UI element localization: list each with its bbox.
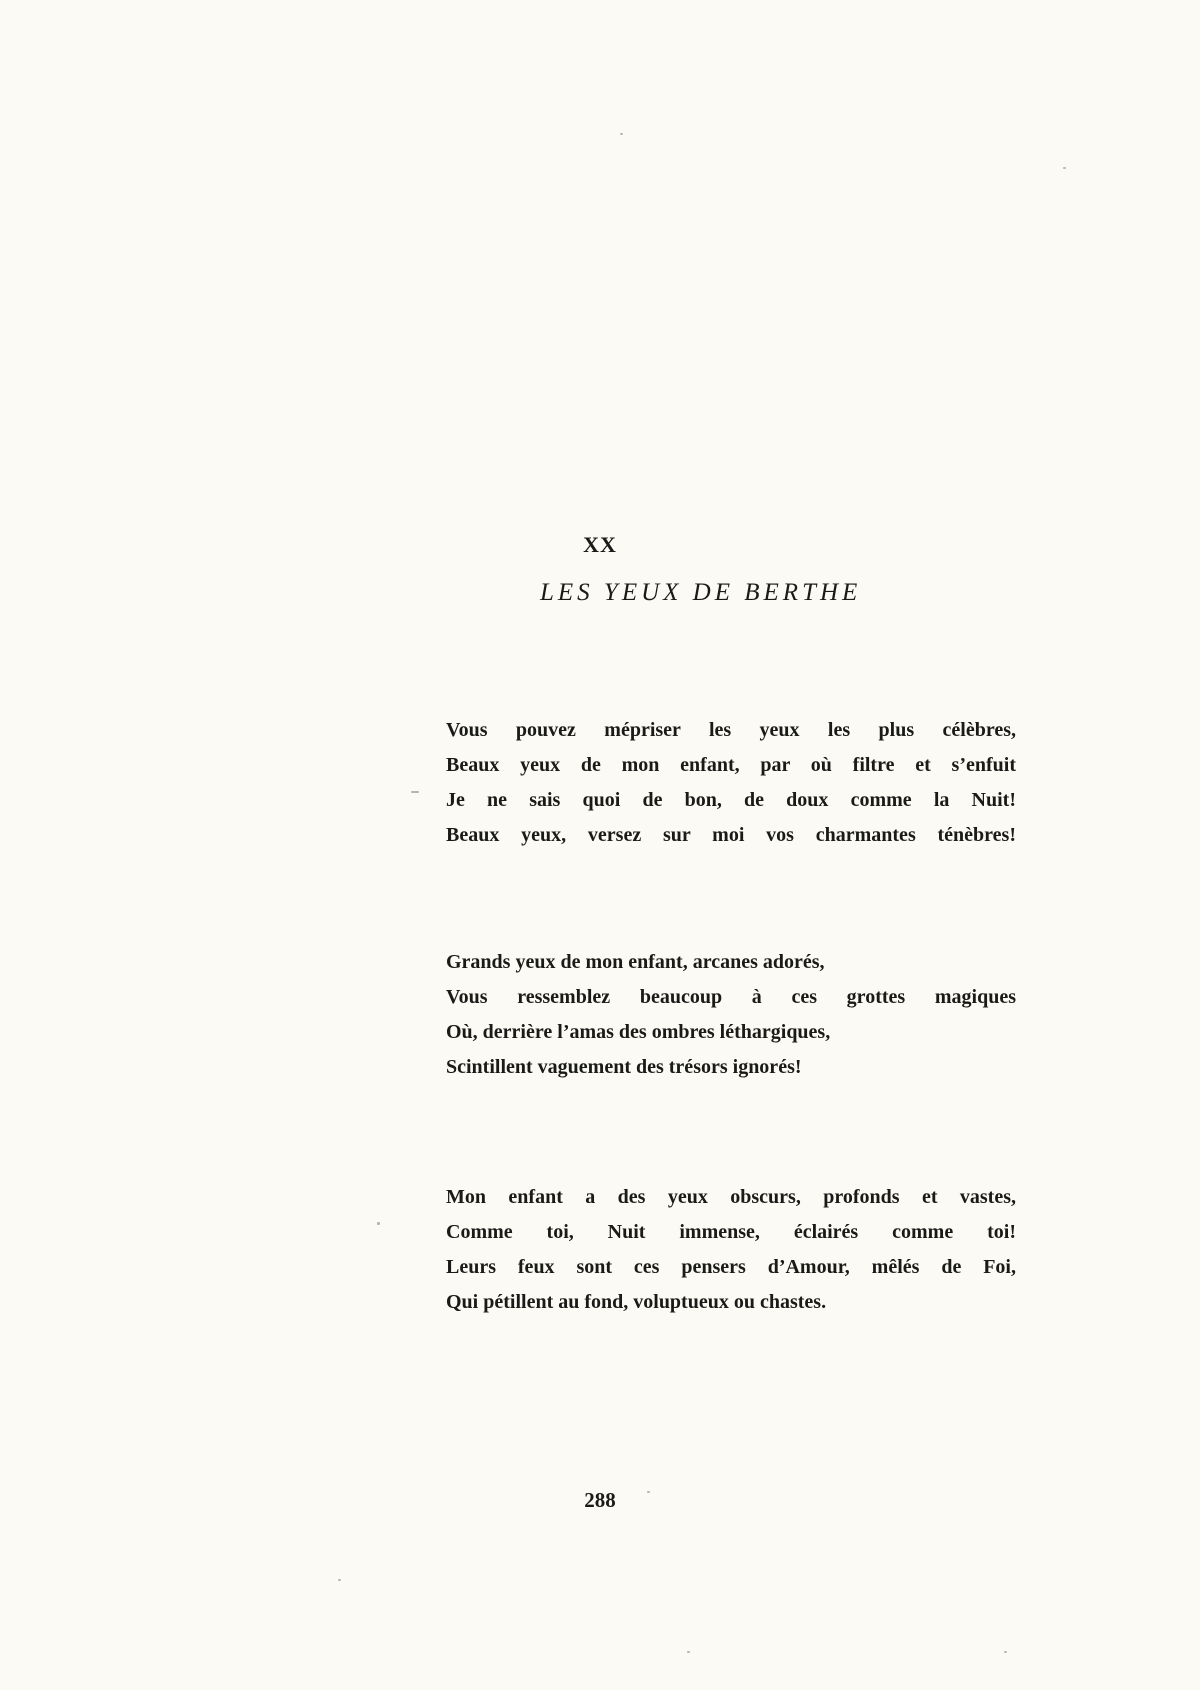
verse-line: Où, derrière l’amas des ombres léthargiques, [446, 1021, 831, 1043]
verse-line: Beaux yeux de mon enfant, par où filtre et s’enfuit [446, 754, 1016, 776]
paper-speck [338, 1579, 341, 1581]
verse-line: Vous pouvez mépriser les yeux les plus célèbres, [446, 719, 1016, 741]
paper-speck [647, 1491, 650, 1493]
verse-line: Leurs feux sont ces pensers d’Amour, mêlés de Foi, [446, 1256, 1016, 1278]
verse-line: Je ne sais quoi de bon, de doux comme la Nuit! [446, 789, 1016, 811]
stanza-1 [446, 713, 1016, 853]
stanza-2 [446, 945, 1016, 1085]
verse-line: Grands yeux de mon enfant, arcanes adorés, [446, 951, 825, 973]
poem-numeral: XX [583, 532, 617, 557]
paper-speck [687, 1651, 690, 1653]
verse-line: Vous ressemblez beaucoup à ces grottes magiques [446, 986, 1016, 1008]
page-number: 288 [584, 1488, 616, 1512]
verse-line: Qui pétillent au fond, voluptueux ou chastes. [446, 1291, 827, 1313]
paper-speck [411, 791, 419, 793]
verse-line: Beaux yeux, versez sur moi vos charmantes ténèbres! [446, 824, 1016, 846]
paper-speck [620, 133, 623, 135]
paper-speck [377, 1222, 380, 1225]
verse-line: Mon enfant a des yeux obscurs, profonds et vastes, [446, 1186, 1016, 1208]
poem-title: LES YEUX DE BERTHE [540, 579, 862, 606]
stanza-3 [446, 1180, 1016, 1320]
paper-speck [1063, 167, 1066, 169]
verse-line: Scintillent vaguement des trésors ignorés! [446, 1056, 802, 1078]
verse-line: Comme toi, Nuit immense, éclairés comme toi! [446, 1221, 1016, 1243]
paper-speck [1004, 1651, 1007, 1653]
